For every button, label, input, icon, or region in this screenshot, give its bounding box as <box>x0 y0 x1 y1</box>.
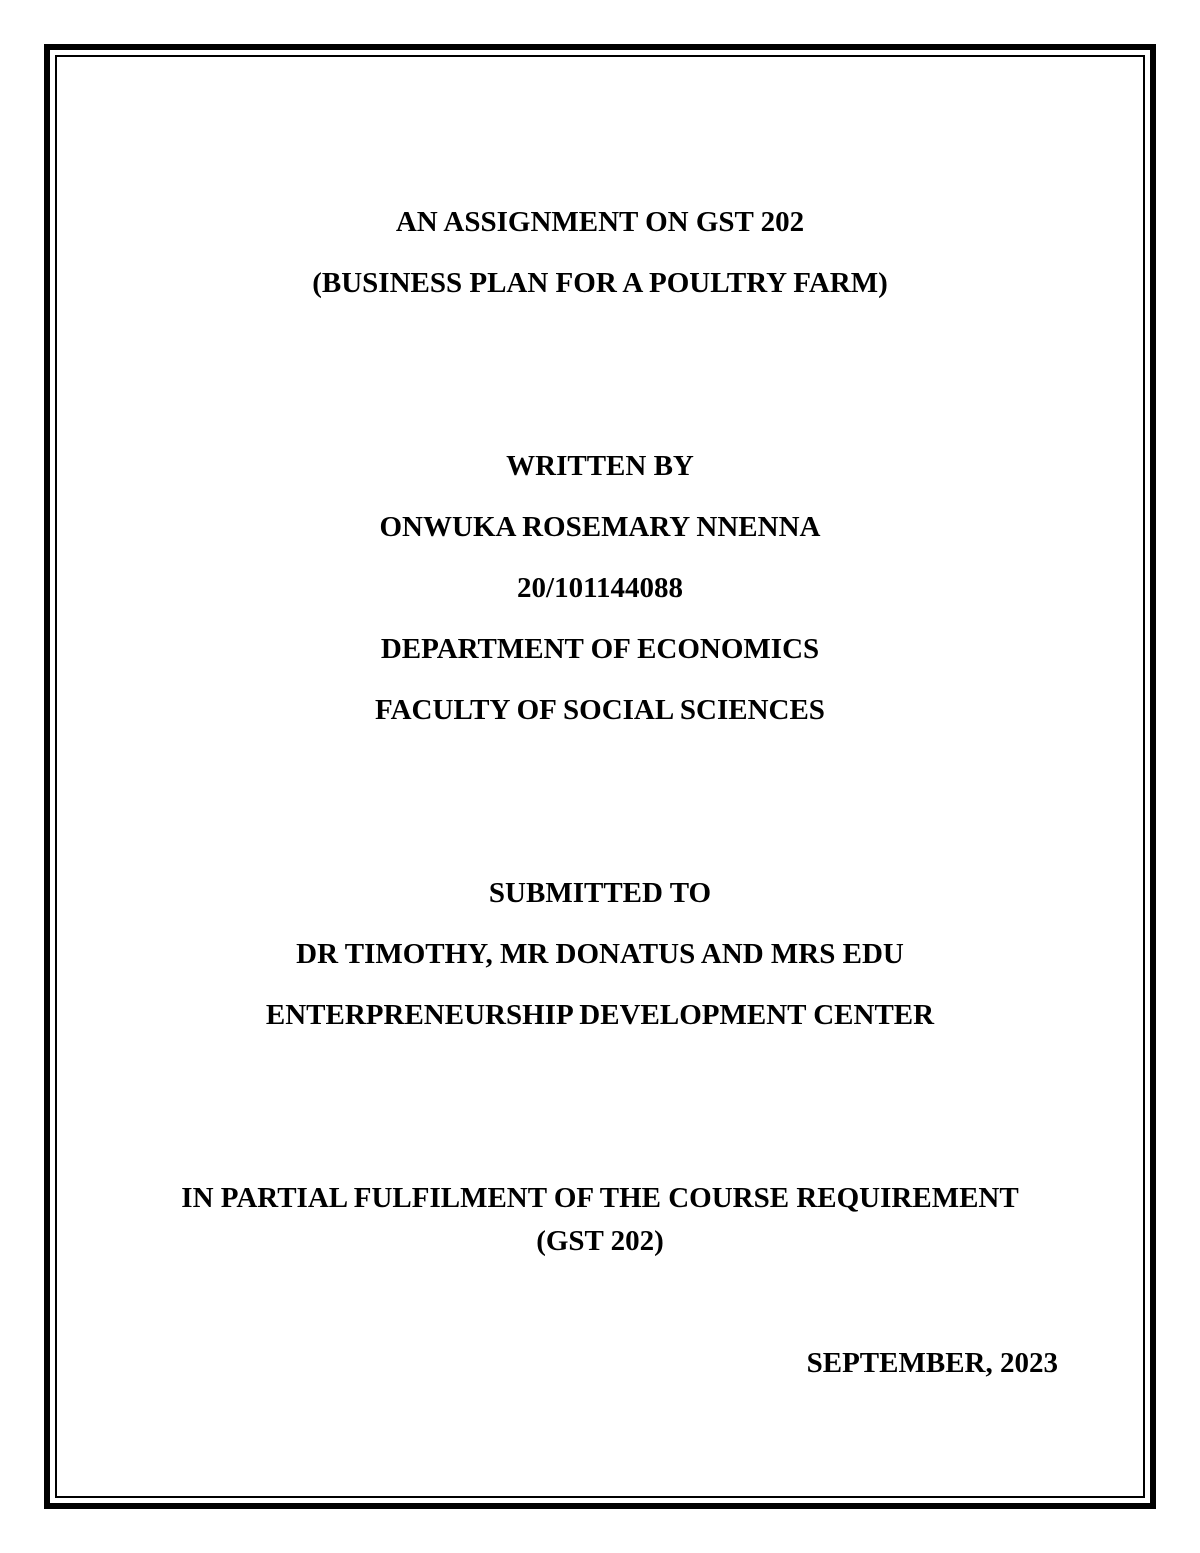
submitted-to-heading: SUBMITTED TO <box>488 877 712 909</box>
written-by-heading: WRITTEN BY <box>506 450 694 482</box>
course-code-line: (GST 202) <box>536 1225 664 1257</box>
development-center: ENTERPRENEURSHIP DEVELOPMENT CENTER <box>265 999 935 1031</box>
registration-number: 20/101144088 <box>517 572 683 604</box>
faculty: FACULTY OF SOCIAL SCIENCES <box>375 694 825 726</box>
department: DEPARTMENT OF ECONOMICS <box>380 633 820 665</box>
fulfilment-line: IN PARTIAL FULFILMENT OF THE COURSE REQUIREMENT <box>181 1182 1019 1214</box>
submission-date: SEPTEMBER, 2023 <box>806 1347 1058 1379</box>
recipients: DR TIMOTHY, MR DONATUS AND MRS EDU <box>296 938 904 970</box>
subtitle-line: (BUSINESS PLAN FOR A POULTRY FARM) <box>312 267 888 299</box>
title-line: AN ASSIGNMENT ON GST 202 <box>395 206 805 238</box>
author-name: ONWUKA ROSEMARY NNENNA <box>379 511 821 543</box>
